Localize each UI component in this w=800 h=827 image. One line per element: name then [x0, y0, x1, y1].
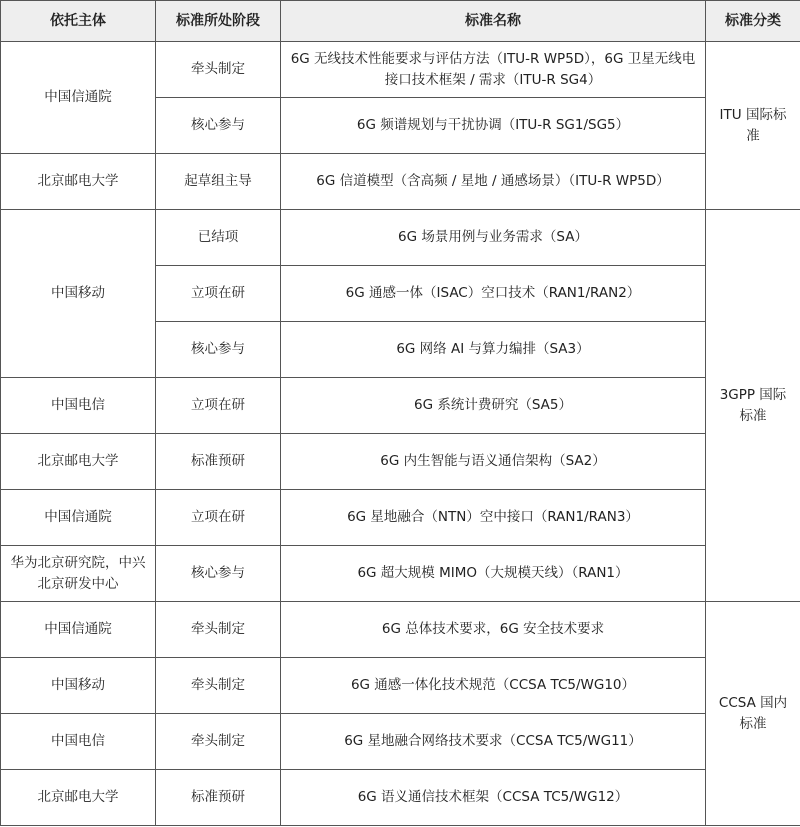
- category-itu: ITU 国际标准: [706, 42, 800, 210]
- stage-cell: 牵头制定: [156, 602, 281, 658]
- stage-cell: 已结项: [156, 210, 281, 266]
- header-category: 标准分类: [706, 1, 800, 42]
- name-cell: 6G 通感一体化技术规范（CCSA TC5/WG10）: [281, 658, 706, 714]
- stage-cell: 核心参与: [156, 98, 281, 154]
- stage-cell: 牵头制定: [156, 42, 281, 98]
- stage-cell: 牵头制定: [156, 658, 281, 714]
- stage-cell: 标准预研: [156, 434, 281, 490]
- org-cell: 华为北京研究院，中兴北京研发中心: [1, 546, 156, 602]
- name-cell: 6G 超大规模 MIMO（大规模天线）（RAN1）: [281, 546, 706, 602]
- table-row: [1, 378, 800, 434]
- org-cell: 北京邮电大学: [1, 434, 156, 490]
- category-ccsa: CCSA 国内标准: [706, 602, 800, 826]
- name-cell: 6G 无线技术性能要求与评估方法（ITU-R WP5D），6G 卫星无线电接口技术框架 / 需求（ITU-R SG4）: [281, 42, 706, 98]
- name-cell: 6G 星地融合网络技术要求（CCSA TC5/WG11）: [281, 714, 706, 770]
- name-cell: 6G 网络 AI 与算力编排（SA3）: [281, 322, 706, 378]
- stage-cell: 核心参与: [156, 322, 281, 378]
- name-cell: 6G 频谱规划与干扰协调（ITU-R SG1/SG5）: [281, 98, 706, 154]
- table-row: [1, 546, 800, 602]
- stage-cell: 起草组主导: [156, 154, 281, 210]
- stage-cell: 立项在研: [156, 266, 281, 322]
- table-row: [1, 658, 800, 714]
- table-row: [1, 770, 800, 826]
- name-cell: 6G 语义通信技术框架（CCSA TC5/WG12）: [281, 770, 706, 826]
- table-header-row: [1, 1, 800, 42]
- stage-cell: 牵头制定: [156, 714, 281, 770]
- org-cell: 中国信通院: [1, 490, 156, 546]
- name-cell: 6G 通感一体（ISAC）空口技术（RAN1/RAN2）: [281, 266, 706, 322]
- category-3gpp: 3GPP 国际标准: [706, 210, 800, 602]
- stage-cell: 立项在研: [156, 490, 281, 546]
- table-row: [1, 714, 800, 770]
- stage-cell: 立项在研: [156, 378, 281, 434]
- header-stage: 标准所处阶段: [156, 1, 281, 42]
- org-cell: 中国信通院: [1, 42, 156, 154]
- stage-cell: 标准预研: [156, 770, 281, 826]
- org-cell: 北京邮电大学: [1, 770, 156, 826]
- name-cell: 6G 场景用例与业务需求（SA）: [281, 210, 706, 266]
- org-cell: 北京邮电大学: [1, 154, 156, 210]
- table-row: [1, 154, 800, 210]
- table-row: [1, 434, 800, 490]
- org-cell: 中国移动: [1, 210, 156, 378]
- header-name: 标准名称: [281, 1, 706, 42]
- org-cell: 中国移动: [1, 658, 156, 714]
- org-cell: 中国电信: [1, 378, 156, 434]
- table-row: [1, 602, 800, 658]
- name-cell: 6G 内生智能与语义通信架构（SA2）: [281, 434, 706, 490]
- table-row: [1, 42, 800, 98]
- org-cell: 中国电信: [1, 714, 156, 770]
- name-cell: 6G 总体技术要求，6G 安全技术要求: [281, 602, 706, 658]
- stage-cell: 核心参与: [156, 546, 281, 602]
- org-cell: 中国信通院: [1, 602, 156, 658]
- header-org: 依托主体: [1, 1, 156, 42]
- table-row: [1, 210, 800, 266]
- name-cell: 6G 系统计费研究（SA5）: [281, 378, 706, 434]
- table-row: [1, 490, 800, 546]
- name-cell: 6G 星地融合（NTN）空中接口（RAN1/RAN3）: [281, 490, 706, 546]
- name-cell: 6G 信道模型（含高频 / 星地 / 通感场景）（ITU-R WP5D）: [281, 154, 706, 210]
